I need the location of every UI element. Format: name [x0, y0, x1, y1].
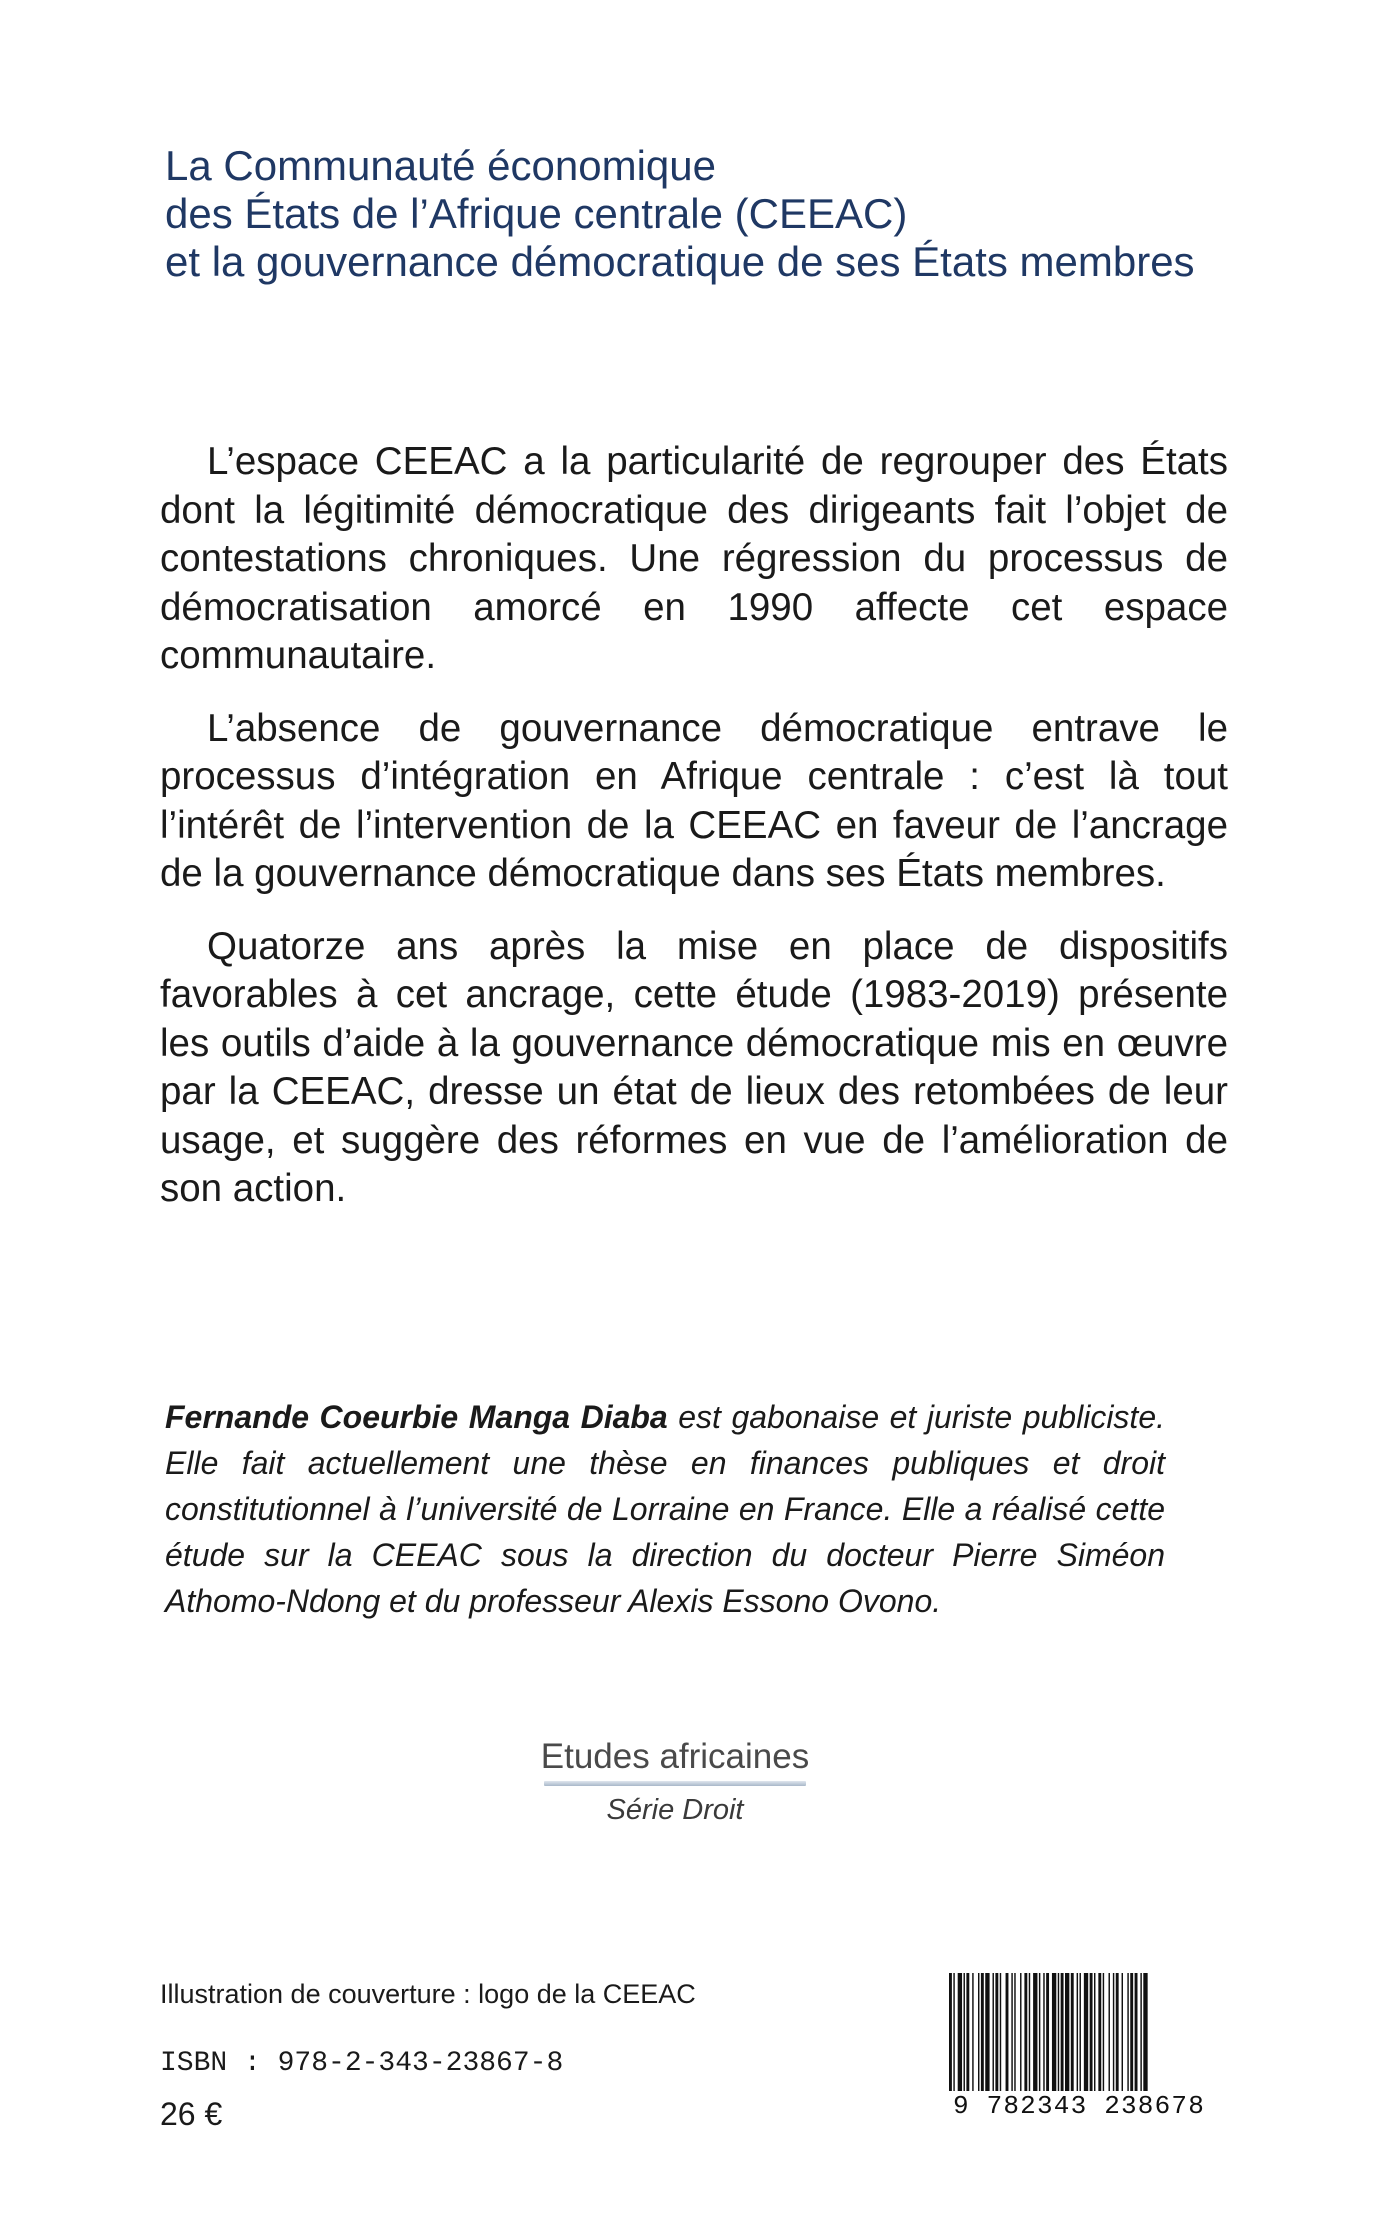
barcode-bar: [1071, 1973, 1074, 2095]
barcode-bar: [1029, 1973, 1030, 2095]
barcode-bar: [958, 1973, 962, 2095]
barcode-bar: [972, 1973, 973, 2095]
series-subtitle: Série Droit: [606, 1794, 744, 1826]
barcode-bar: [1143, 1973, 1147, 2095]
book-title: [165, 142, 1315, 286]
barcode-bar: [1135, 1973, 1138, 2095]
barcode-bar: [1061, 1973, 1064, 2095]
summary-paragraph-1: L’espace CEEAC a la particularité de regrouper des États dont la légitimité démocratique des dirigeants fait l’objet de contestations chroniques. Une régression du processus de démocratisation amorcé en 1990 affecte cet espace communautaire.: [160, 440, 1228, 677]
barcode-bar: [981, 1973, 984, 2095]
barcode-bar: [1109, 1973, 1110, 2095]
barcode-bar: [1065, 1973, 1069, 2095]
author-name: Fernande Coeurbie Manga Diaba: [165, 1399, 668, 1435]
summary-paragraph-2: L’absence de gouvernance démocratique entrave le processus d’intégration en Afrique centrale : c’est là tout l’intérêt de l’intervention de la CEEAC en faveur de l’ancrage de la gouvernance démocratique dans ses États membres.: [160, 706, 1228, 895]
series-name: Etudes africaines: [540, 1737, 810, 1776]
barcode-bar: [1130, 1973, 1133, 2095]
barcode-bar: [1140, 1973, 1141, 2095]
barcode-digits: 9 782343 238678: [945, 2091, 1213, 2121]
series-logo: [540, 1735, 810, 1828]
barcode-bar: [1122, 1973, 1123, 2095]
barcode-bar: [1033, 1973, 1037, 2095]
barcode-bar: [1103, 1973, 1104, 2095]
barcode-bar: [1011, 1973, 1012, 2095]
barcode-bar: [1084, 1973, 1088, 2095]
barcode-bar: [964, 1973, 965, 2095]
barcode-bar: [949, 1973, 952, 2095]
barcode-bar: [1043, 1973, 1044, 2095]
barcode-bar: [1014, 1973, 1015, 2095]
barcode-bar: [1094, 1973, 1095, 2095]
cover-credit: Illustration de couverture : logo de la CEEAC: [160, 1979, 696, 2009]
barcode-bar: [953, 1973, 954, 2095]
barcode-bar: [985, 1973, 989, 2095]
barcode-bar: [1024, 1973, 1027, 2095]
barcode-bar: [1127, 1973, 1128, 2095]
barcode-bar: [1020, 1973, 1021, 2095]
barcode-bar: [978, 1973, 979, 2095]
barcode-bar: [1046, 1973, 1049, 2095]
barcode-bar: [1090, 1973, 1093, 2095]
summary-text: [160, 438, 1228, 1238]
title-line-1: La Communauté économique: [165, 142, 717, 189]
barcode-bar: [995, 1973, 998, 2095]
barcode-bar: [1077, 1973, 1078, 2095]
barcode-bar: [993, 1973, 994, 2095]
barcode-bar: [1113, 1973, 1114, 2095]
barcode-bar: [1116, 1973, 1119, 2095]
barcode-bar: [1098, 1973, 1101, 2095]
series-divider: [544, 1781, 806, 1786]
title-line-2: des États de l’Afrique centrale (CEEAC): [165, 190, 908, 237]
barcode-bar: [1058, 1973, 1059, 2095]
barcode: [945, 1973, 1213, 2125]
barcode-bar: [1000, 1973, 1001, 2095]
isbn: ISBN : 978-2-343-23867-8: [160, 2048, 564, 2079]
barcode-bar: [1039, 1973, 1040, 2095]
barcode-bar: [1006, 1973, 1009, 2095]
summary-paragraph-3: Quatorze ans après la mise en place de dispositifs favorables à cet ancrage, cette étude (1983-2019) présente les outils d’aide à la gouvernance démocratique mis en œuvre par la CEEAC, dresse un état de lieux des retombées de leur usage, et suggère des réformes en vue de l’amélioration de son action.: [160, 924, 1228, 1210]
barcode-bar: [966, 1973, 969, 2095]
author-bio-text: est gabonaise et juriste publiciste. Elle fait actuellement une thèse en finances publiques et droit constitutionnel à l’université de Lorraine en France. Elle a réalisé cette étude sur la CEEAC sous la direction du docteur Pierre Siméon Athomo-Ndong et du professeur Alexis Essono Ovono.: [165, 1399, 1166, 1619]
barcode-bar: [1080, 1973, 1081, 2095]
author-bio: [165, 1394, 1165, 1624]
title-line-3: et la gouvernance démocratique de ses États membres: [165, 238, 1195, 285]
price: 26 €: [160, 2096, 223, 2132]
barcode-bar: [1052, 1973, 1056, 2095]
